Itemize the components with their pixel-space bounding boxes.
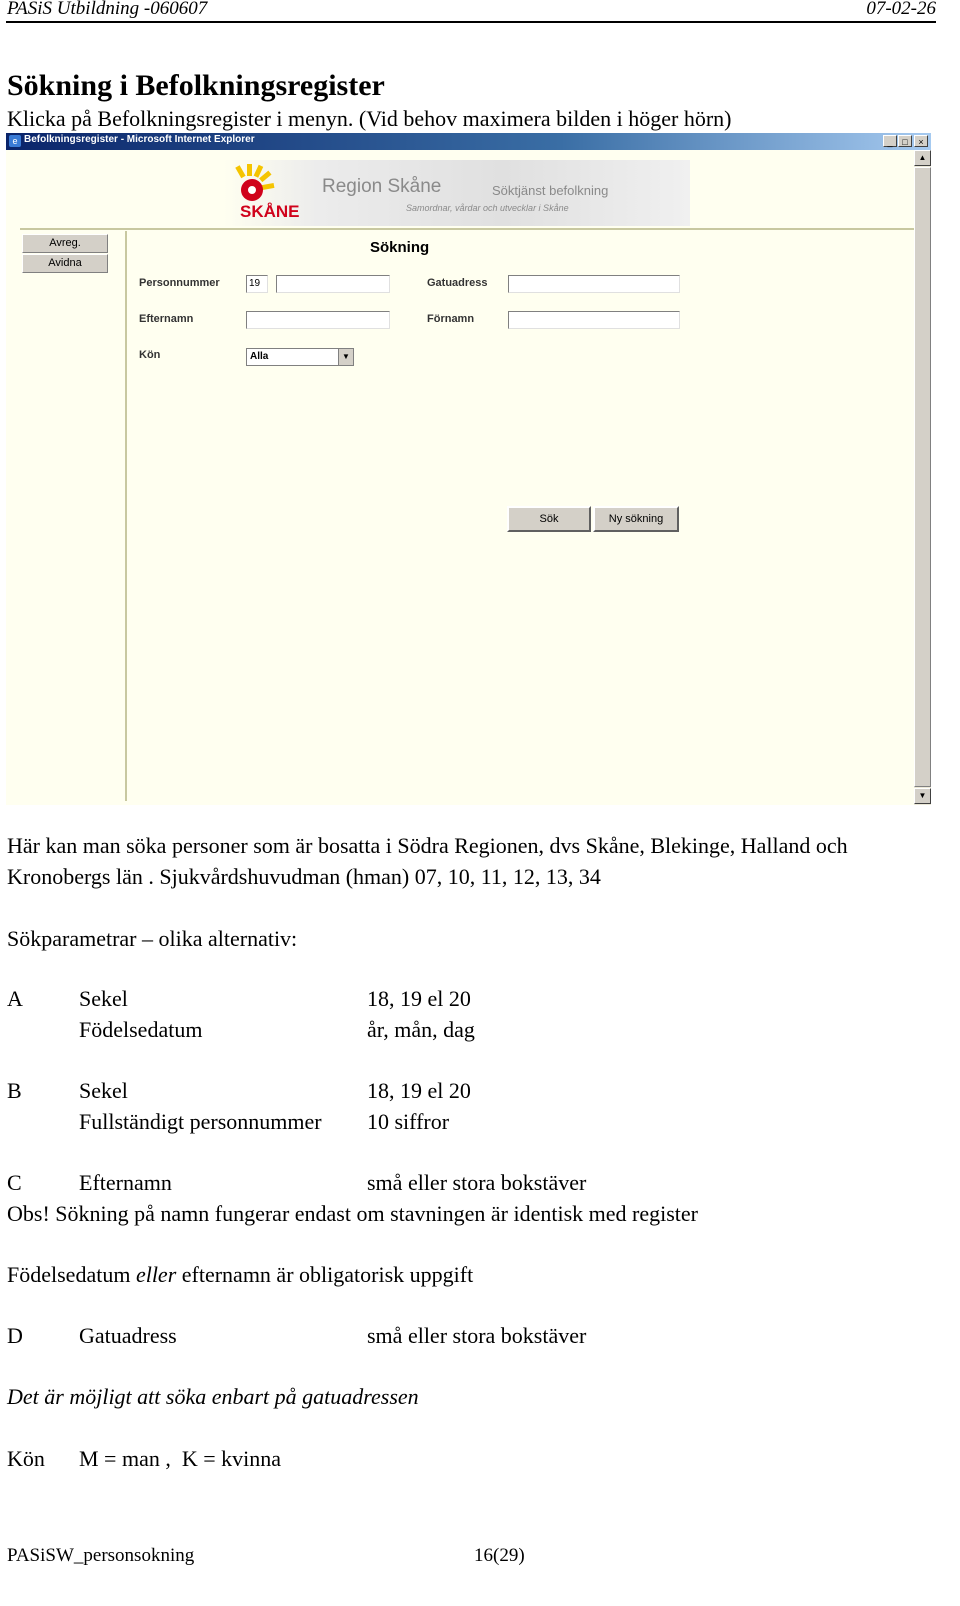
efternamn-label: Efternamn	[139, 313, 194, 325]
window-title: Befolkningsregister - Microsoft Internet Explorer	[24, 134, 255, 145]
requirement-after: efternamn är obligatorisk uppgift	[176, 1262, 474, 1287]
close-button[interactable]: ×	[914, 135, 928, 147]
kon-select-value: Alla	[250, 351, 269, 362]
new-search-button[interactable]: Ny sökning	[593, 506, 679, 532]
gatuadress-label: Gatuadress	[427, 277, 488, 289]
minimize-button[interactable]: _	[883, 135, 897, 147]
option-b-letter: B	[7, 1078, 22, 1103]
option-a-letter: A	[7, 986, 23, 1011]
banner-title: Region Skåne	[322, 176, 442, 197]
option-d-value: små eller stora bokstäver	[367, 1323, 587, 1348]
avidna-button[interactable]: Avidna	[22, 254, 108, 273]
street-note: Det är möjligt att söka enbart på gatuadressen	[7, 1384, 419, 1409]
option-c-label: Efternamn	[79, 1170, 172, 1195]
chevron-down-icon[interactable]: ▼	[338, 349, 353, 365]
screenshot-browser-window	[6, 133, 931, 805]
browser-page	[6, 150, 914, 805]
banner-tagline: Samordnar, vårdar och utvecklar i Skåne	[406, 203, 569, 213]
maximize-button[interactable]: □	[898, 135, 912, 147]
requirement-note	[7, 1262, 473, 1288]
intro-paragraph-line1: Här kan man söka personer som är bosatta i Södra Regionen, dvs Skåne, Blekinge, Halland och	[7, 833, 848, 858]
option-b-label1: Sekel	[79, 1078, 128, 1103]
kon-select[interactable]	[246, 348, 354, 366]
sekel-input[interactable]: 19	[246, 275, 268, 293]
option-b-value2: 10 siffror	[367, 1109, 450, 1134]
option-a-value2: år, mån, dag	[367, 1017, 475, 1042]
scroll-up-icon[interactable]: ▲	[914, 150, 931, 166]
left-menu-frame	[20, 231, 127, 801]
option-a-label1: Sekel	[79, 986, 128, 1011]
option-d-label: Gatuadress	[79, 1323, 177, 1348]
kon-value-text: M = man , K = kvinna	[79, 1446, 282, 1471]
avreg-button[interactable]: Avreg.	[22, 234, 108, 253]
kon-label: Kön	[139, 349, 161, 361]
header-date: 07-02-26	[866, 0, 936, 19]
personnummer-label: Personnummer	[139, 277, 220, 289]
footer-filename: PASiSW_personsokning	[7, 1545, 195, 1566]
form-title: Sökning	[370, 239, 430, 256]
option-d-letter: D	[7, 1323, 23, 1348]
header-left: PASiS Utbildning -060607	[7, 0, 208, 19]
page-number: 16(29)	[474, 1545, 525, 1566]
logo-text: SKÅNE	[240, 202, 300, 221]
efternamn-input[interactable]	[246, 311, 390, 329]
option-b-value1: 18, 19 el 20	[367, 1078, 471, 1103]
fornamn-label: Förnamn	[427, 313, 475, 325]
option-b-label2: Fullständigt personnummer	[79, 1109, 322, 1134]
scroll-down-icon[interactable]: ▼	[914, 788, 931, 804]
region-skane-logo-icon	[232, 164, 276, 204]
ie-icon: e	[9, 135, 21, 147]
scroll-thumb[interactable]	[914, 167, 931, 787]
page-title: Sökning i Befolkningsregister	[7, 69, 385, 102]
banner-subtitle: Söktjänst befolkning	[492, 183, 609, 198]
vertical-scrollbar[interactable]	[914, 150, 931, 805]
personnummer-input[interactable]	[276, 275, 390, 293]
requirement-before: Födelsedatum	[7, 1262, 136, 1287]
obs-note: Obs! Sökning på namn fungerar endast om stavningen är identisk med register	[7, 1201, 699, 1226]
option-c-value: små eller stora bokstäver	[367, 1170, 587, 1195]
header-divider	[6, 21, 936, 23]
option-a-label2: Födelsedatum	[79, 1017, 203, 1042]
search-button[interactable]: Sök	[507, 506, 591, 532]
option-c-letter: C	[7, 1170, 22, 1195]
intro-text: Klicka på Befolkningsregister i menyn. (Vid behov maximera bilden i höger hörn)	[7, 106, 732, 131]
intro-paragraph-line2: Kronobergs län . Sjukvårdshuvudman (hman) 07, 10, 11, 12, 13, 34	[7, 864, 601, 889]
kon-label-text: Kön	[7, 1446, 45, 1471]
params-heading: Sökparametrar – olika alternativ:	[7, 926, 298, 951]
option-a-value1: 18, 19 el 20	[367, 986, 471, 1011]
requirement-italic: eller	[135, 1262, 177, 1287]
gatuadress-input[interactable]	[508, 275, 680, 293]
fornamn-input[interactable]	[508, 311, 680, 329]
